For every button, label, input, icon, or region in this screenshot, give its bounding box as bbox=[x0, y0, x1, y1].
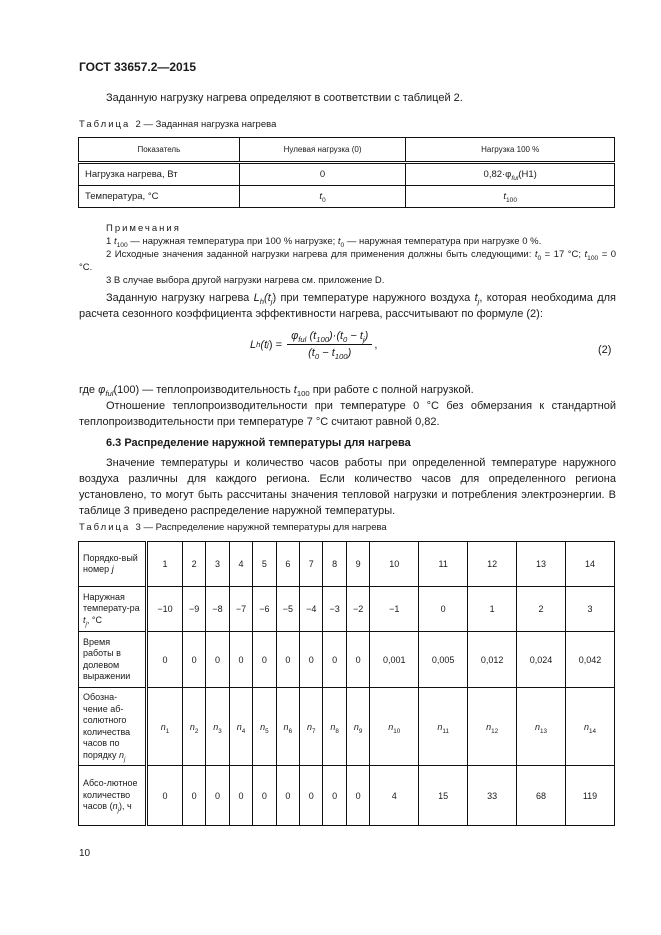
table2-cell: 0 bbox=[239, 163, 406, 186]
variable: (t bbox=[260, 338, 268, 351]
table3-cell bbox=[565, 688, 614, 766]
table3-cell bbox=[370, 688, 419, 766]
notes-title: Примечания bbox=[106, 223, 181, 234]
variable: n bbox=[353, 721, 359, 732]
variable: n bbox=[388, 721, 394, 732]
variable: n bbox=[283, 721, 289, 732]
table3-row-head bbox=[79, 542, 147, 587]
table2-header-row bbox=[79, 138, 615, 163]
table3-cell: −8 bbox=[206, 587, 229, 632]
text: , bbox=[374, 338, 378, 351]
table3-cell: 3 bbox=[206, 542, 229, 587]
table3-cell: 7 bbox=[300, 542, 323, 587]
table3-cell: 4 bbox=[229, 542, 252, 587]
subscript: 2 bbox=[194, 727, 199, 735]
table3-cell: 15 bbox=[419, 766, 468, 826]
subscript: 11 bbox=[442, 727, 449, 735]
subscript: 1 bbox=[165, 727, 170, 735]
text: 2 Исходные значения заданной нагрузки нагрева для применения должны быть следующими: bbox=[106, 249, 535, 260]
table3-row-order bbox=[79, 542, 615, 587]
subscript: 12 bbox=[491, 727, 499, 735]
table3-cell: 0,001 bbox=[370, 632, 419, 688]
subscript: 10 bbox=[393, 727, 401, 735]
table3-cell: 0 bbox=[300, 632, 323, 688]
notes-block bbox=[79, 222, 616, 287]
where-paragraph bbox=[79, 382, 616, 398]
variable: t bbox=[319, 191, 323, 202]
table3-row-head bbox=[79, 587, 147, 632]
table3-cell bbox=[229, 688, 252, 766]
subscript: 100 bbox=[296, 389, 310, 398]
table3-cell: 1 bbox=[147, 542, 183, 587]
text: при температуре наружного воздуха bbox=[276, 292, 475, 304]
table3-cell bbox=[300, 688, 323, 766]
table3-cell: 9 bbox=[346, 542, 369, 587]
variable: n bbox=[160, 721, 166, 732]
subscript: 100 bbox=[316, 335, 329, 344]
variable: φ bbox=[98, 384, 106, 396]
equation-number: (2) bbox=[598, 344, 612, 356]
table3-row-head bbox=[79, 766, 147, 826]
page-number: 10 bbox=[79, 848, 91, 859]
text: Обозна-чение аб-солютного количества часов по порядку bbox=[83, 692, 131, 760]
formula-intro-paragraph bbox=[79, 290, 616, 322]
table3-cell: 14 bbox=[565, 542, 614, 587]
variable: t bbox=[337, 236, 341, 247]
table3-cell: 0 bbox=[182, 766, 205, 826]
table2-cell bbox=[406, 186, 615, 208]
table3-cell bbox=[323, 688, 346, 766]
subscript: h bbox=[259, 297, 265, 306]
table3-cell: −7 bbox=[229, 587, 252, 632]
subscript: 9 bbox=[358, 727, 363, 735]
table3-cell: 0 bbox=[253, 632, 276, 688]
text: 1 bbox=[106, 236, 114, 247]
table3-cell: 0,005 bbox=[419, 632, 468, 688]
table3-cell: −2 bbox=[346, 587, 369, 632]
table3-cell: 0 bbox=[323, 632, 346, 688]
table3-row-absolute bbox=[79, 766, 615, 826]
subscript: 0 bbox=[340, 242, 345, 249]
variable: n bbox=[437, 721, 443, 732]
subscript: j bbox=[85, 620, 87, 628]
table3-cell: 0,042 bbox=[565, 632, 614, 688]
note-1 bbox=[79, 235, 616, 248]
subscript: 100 bbox=[334, 352, 348, 361]
subscript: 100 bbox=[116, 242, 128, 249]
variable: t bbox=[584, 249, 588, 260]
text: Абсо-лютное количество часов ( bbox=[83, 778, 138, 812]
variable: n bbox=[260, 721, 266, 732]
table3-cell bbox=[276, 688, 299, 766]
subscript: j bbox=[362, 335, 365, 344]
subscript: 8 bbox=[335, 727, 339, 735]
table3-cell: 12 bbox=[468, 542, 517, 587]
table3-cell: 0 bbox=[206, 632, 229, 688]
text: = 17 °С; bbox=[541, 249, 582, 260]
subscript: j bbox=[477, 297, 480, 306]
subscript: 5 bbox=[265, 727, 269, 735]
variable: t bbox=[83, 614, 86, 625]
table3-cell bbox=[419, 688, 468, 766]
note-3: 3 В случае выбора другой нагрузки нагрева см. приложение D. bbox=[106, 275, 385, 286]
subscript: 3 bbox=[218, 727, 222, 735]
table3-cell: 0 bbox=[276, 766, 299, 826]
table3-cell: 0 bbox=[253, 766, 276, 826]
table3-cell: 11 bbox=[419, 542, 468, 587]
subscript: 14 bbox=[588, 727, 596, 735]
subscript: ful bbox=[511, 175, 519, 182]
table3-cell: 0,012 bbox=[468, 632, 517, 688]
text: при работе с полной нагрузкой. bbox=[309, 384, 474, 396]
variable: n bbox=[486, 721, 492, 732]
subscript: 100 bbox=[587, 255, 599, 262]
table3-cell: 5 bbox=[253, 542, 276, 587]
variable: n bbox=[236, 721, 242, 732]
table3-cell bbox=[346, 688, 369, 766]
table3-cell: 0 bbox=[346, 632, 369, 688]
table3-cell: 0 bbox=[147, 632, 183, 688]
table3-cell bbox=[206, 688, 229, 766]
table2-header-cell: Показатель bbox=[79, 138, 240, 163]
table3-cell bbox=[253, 688, 276, 766]
table3-cell: 0 bbox=[147, 766, 183, 826]
subscript: 0 bbox=[537, 255, 542, 262]
table3-cell: 1 bbox=[468, 587, 517, 632]
table3-cell: 0 bbox=[300, 766, 323, 826]
text: ) bbox=[268, 338, 273, 351]
variable: L bbox=[250, 338, 257, 351]
variable: n bbox=[583, 721, 589, 732]
table2-cell bbox=[239, 186, 406, 208]
subscript: 4 bbox=[241, 727, 246, 735]
table2-caption-label: Таблица bbox=[79, 119, 131, 130]
subscript: 6 bbox=[288, 727, 293, 735]
subscript: 13 bbox=[540, 727, 548, 735]
table3-cell: 10 bbox=[370, 542, 419, 587]
variable: n bbox=[189, 721, 195, 732]
text: , °С bbox=[86, 614, 103, 625]
table3-cell: 2 bbox=[182, 542, 205, 587]
table3-cell: −1 bbox=[370, 587, 419, 632]
table2-row bbox=[79, 186, 615, 208]
text: Порядко-вый номер bbox=[83, 552, 138, 574]
table3-cell: −9 bbox=[182, 587, 205, 632]
table3-cell: −6 bbox=[253, 587, 276, 632]
variable: L bbox=[253, 292, 260, 304]
table3-cell: 68 bbox=[517, 766, 566, 826]
table3-cell bbox=[517, 688, 566, 766]
variable: t bbox=[503, 191, 506, 202]
subscript: 0 bbox=[343, 335, 348, 344]
table2-row-label: Нагрузка нагрева, Вт bbox=[79, 163, 240, 186]
table3-caption-label: Таблица bbox=[79, 522, 131, 533]
text: (100) — теплопроизводительность bbox=[113, 384, 294, 396]
table3-cell: 3 bbox=[565, 587, 614, 632]
equals-sign: = bbox=[272, 338, 286, 351]
table3-cell: 0 bbox=[229, 632, 252, 688]
table3-cell: 0 bbox=[182, 632, 205, 688]
variable: (t bbox=[264, 292, 271, 304]
variable: t bbox=[293, 384, 297, 396]
table3-cell: 0 bbox=[229, 766, 252, 826]
variable: n bbox=[306, 721, 312, 732]
value-text: (H1) bbox=[518, 169, 537, 180]
table2-caption-text: 2 — Заданная нагрузка нагрева bbox=[135, 119, 277, 130]
text: — наружная температура при 100 % нагрузке; bbox=[127, 236, 338, 247]
text: где bbox=[79, 384, 99, 396]
subscript: 0 bbox=[314, 352, 320, 361]
table3-row-head bbox=[79, 688, 147, 766]
table3-row-head: Время работы в долевом выражении bbox=[79, 632, 147, 688]
table3-cell: 0 bbox=[206, 766, 229, 826]
variable: n bbox=[213, 721, 219, 732]
text: ) bbox=[364, 330, 369, 342]
table3-cell: 4 bbox=[370, 766, 419, 826]
variable: n bbox=[118, 749, 124, 760]
value-text: 0,82·φ bbox=[483, 169, 512, 180]
ratio-paragraph: Отношение теплопроизводительности при температуре 0 °С без обмерзания к стандартной теплопроизводительности при температуре 7 °С считают равной 0,82. bbox=[79, 400, 616, 428]
text: − t bbox=[319, 347, 335, 359]
subscript: 100 bbox=[505, 197, 518, 204]
table3-caption bbox=[79, 522, 387, 533]
text: ), ч bbox=[119, 801, 132, 812]
variable: j bbox=[111, 564, 114, 574]
table3-cell: 0,024 bbox=[517, 632, 566, 688]
table3-cell: −4 bbox=[300, 587, 323, 632]
table3-cell: −3 bbox=[323, 587, 346, 632]
text: (t bbox=[308, 347, 315, 359]
table3-cell: 13 bbox=[517, 542, 566, 587]
text: (t bbox=[306, 330, 317, 342]
variable: n bbox=[535, 721, 541, 732]
table2-row bbox=[79, 163, 615, 186]
text: = 0 °С. bbox=[79, 249, 616, 273]
formula-numerator bbox=[287, 330, 372, 345]
table3-cell bbox=[182, 688, 205, 766]
table3-cell: 2 bbox=[517, 587, 566, 632]
section-paragraph: Значение температуры и количество часов работы при определенной температуре наружного воздуха различны для каждого региона. Если количество часов для определенного региона установлено, то могут быть рассчитаны значения тепловой нагрузки и потребления электроэнергии. В таблице 3 приведено распределение наружной температуры. bbox=[79, 457, 616, 517]
variable: n bbox=[112, 801, 118, 812]
subscript: j bbox=[270, 297, 273, 306]
table3-cell: 119 bbox=[565, 766, 614, 826]
table3-cell: 6 bbox=[276, 542, 299, 587]
text: ) bbox=[272, 292, 277, 304]
table3-cell: −10 bbox=[147, 587, 183, 632]
table3-row-temp bbox=[79, 587, 615, 632]
table2-header-cell: Нулевая нагрузка (0) bbox=[239, 138, 406, 163]
table-2 bbox=[78, 137, 615, 208]
intro-paragraph: Заданную нагрузку нагрева определяют в соответствии с таблицей 2. bbox=[106, 92, 463, 104]
table3-row-designation bbox=[79, 688, 615, 766]
subscript: j bbox=[117, 807, 120, 815]
formula-denominator bbox=[304, 345, 355, 359]
variable: t bbox=[474, 292, 478, 304]
formula-2: L h (t j ) = $\frac{\varphi_{ful} (t_{100})\cdot(t_0 - t_j)}{(t_0 - t_{100})}$ , bbox=[250, 330, 378, 361]
table3-cell: 8 bbox=[323, 542, 346, 587]
variable: n bbox=[330, 721, 336, 732]
formula-fraction bbox=[287, 330, 372, 359]
subscript: ful bbox=[298, 335, 307, 344]
variable: t bbox=[534, 249, 538, 260]
variable: φ bbox=[291, 330, 299, 342]
text: Наружная температу-ра bbox=[83, 591, 140, 614]
subscript: ful bbox=[105, 389, 114, 398]
table2-header-cell: Нагрузка 100 % bbox=[406, 138, 615, 163]
text: )·(t bbox=[329, 330, 344, 342]
table3-cell: 0 bbox=[346, 766, 369, 826]
table2-cell bbox=[406, 163, 615, 186]
section-title: 6.3 Распределение наружной температуры для нагрева bbox=[106, 437, 411, 449]
text: − t bbox=[347, 330, 363, 342]
subscript: 0 bbox=[322, 197, 326, 204]
table3-cell: 0 bbox=[419, 587, 468, 632]
text: — наружная температура при нагрузке 0 %. bbox=[344, 236, 542, 247]
table3-caption-text: 3 — Распределение наружной температуры для нагрева bbox=[135, 522, 387, 533]
note-2 bbox=[79, 248, 616, 274]
variable: t bbox=[113, 236, 117, 247]
table3-cell bbox=[147, 688, 183, 766]
table3-cell bbox=[468, 688, 517, 766]
table-3 bbox=[78, 541, 615, 826]
table3-cell: 33 bbox=[468, 766, 517, 826]
table2-caption bbox=[79, 119, 276, 130]
text: , которая необходима для расчета сезонного коэффициента эффективности нагрева, рассчитывают по формуле (2): bbox=[79, 292, 616, 320]
text: ) bbox=[347, 347, 352, 359]
document-header: ГОСТ 33657.2—2015 bbox=[79, 60, 197, 74]
text: Заданную нагрузку нагрева bbox=[106, 292, 254, 304]
subscript: 7 bbox=[311, 727, 316, 735]
table3-cell: 0 bbox=[276, 632, 299, 688]
subscript: j bbox=[123, 755, 126, 763]
table3-cell: −5 bbox=[276, 587, 299, 632]
table3-cell: 0 bbox=[323, 766, 346, 826]
table2-row-label: Температура, °С bbox=[79, 186, 240, 208]
table3-row-fraction bbox=[79, 632, 615, 688]
